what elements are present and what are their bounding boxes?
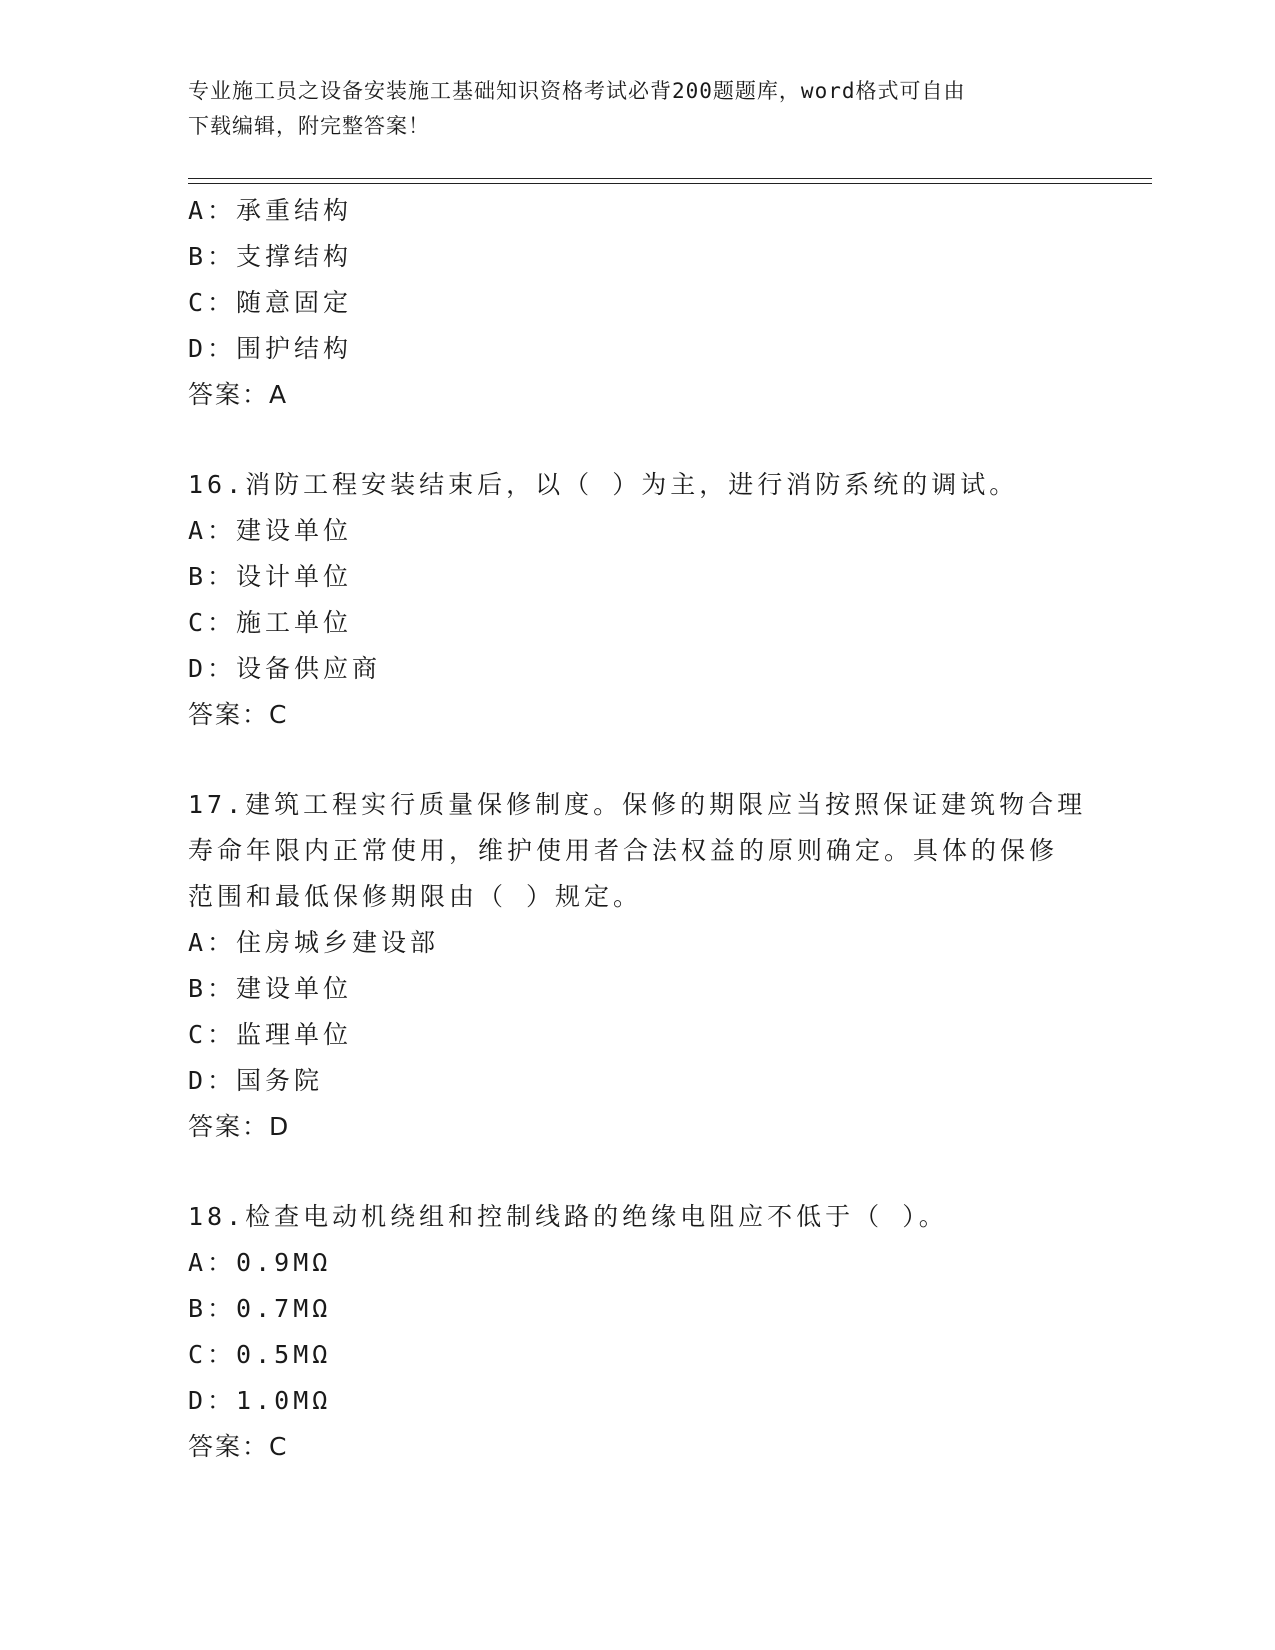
option-d: D：1.0MΩ bbox=[188, 1386, 332, 1415]
option-d: D：国务院 bbox=[188, 1066, 324, 1095]
option-b: B：建设单位 bbox=[188, 974, 353, 1003]
option-b: B：0.7MΩ bbox=[188, 1294, 332, 1323]
answer: 答案：A bbox=[188, 380, 289, 409]
answer: 答案：C bbox=[188, 700, 289, 729]
header-divider-bottom bbox=[188, 183, 1152, 184]
question-15 bbox=[188, 188, 1088, 418]
question-18 bbox=[188, 1194, 1088, 1470]
answer: 答案：D bbox=[188, 1112, 291, 1141]
question-text-line-3: 范围和最低保修期限由（ ）规定。 bbox=[188, 882, 643, 911]
question-text: 16.消防工程安装结束后，以（ ）为主，进行消防系统的调试。 bbox=[188, 470, 1019, 499]
question-17 bbox=[188, 782, 1088, 1150]
header-line-2: 下载编辑，附完整答案！ bbox=[188, 114, 430, 138]
question-content bbox=[188, 188, 1088, 1470]
option-c: C：随意固定 bbox=[188, 288, 353, 317]
option-d: D：围护结构 bbox=[188, 334, 353, 363]
question-16 bbox=[188, 462, 1088, 738]
question-text-line-1: 17.建筑工程实行质量保修制度。保修的期限应当按照保证建筑物合理 bbox=[188, 790, 1087, 819]
question-text-line-2: 寿命年限内正常使用，维护使用者合法权益的原则确定。具体的保修 bbox=[188, 836, 1059, 865]
option-d: D：设备供应商 bbox=[188, 654, 382, 683]
option-b: B：支撑结构 bbox=[188, 242, 353, 271]
option-b: B：设计单位 bbox=[188, 562, 353, 591]
option-a: A：0.9MΩ bbox=[188, 1248, 332, 1277]
option-c: C：施工单位 bbox=[188, 608, 353, 637]
document-header bbox=[188, 74, 1088, 144]
option-c: C：0.5MΩ bbox=[188, 1340, 332, 1369]
option-a: A：建设单位 bbox=[188, 516, 353, 545]
header-line-1: 专业施工员之设备安装施工基础知识资格考试必背200题题库，word格式可自由 bbox=[188, 79, 966, 103]
question-text: 18.检查电动机绕组和控制线路的绝缘电阻应不低于（ ）。 bbox=[188, 1202, 948, 1231]
answer: 答案：C bbox=[188, 1432, 289, 1461]
option-c: C：监理单位 bbox=[188, 1020, 353, 1049]
header-divider-top bbox=[188, 178, 1152, 179]
option-a: A：承重结构 bbox=[188, 196, 353, 225]
option-a: A：住房城乡建设部 bbox=[188, 928, 440, 957]
